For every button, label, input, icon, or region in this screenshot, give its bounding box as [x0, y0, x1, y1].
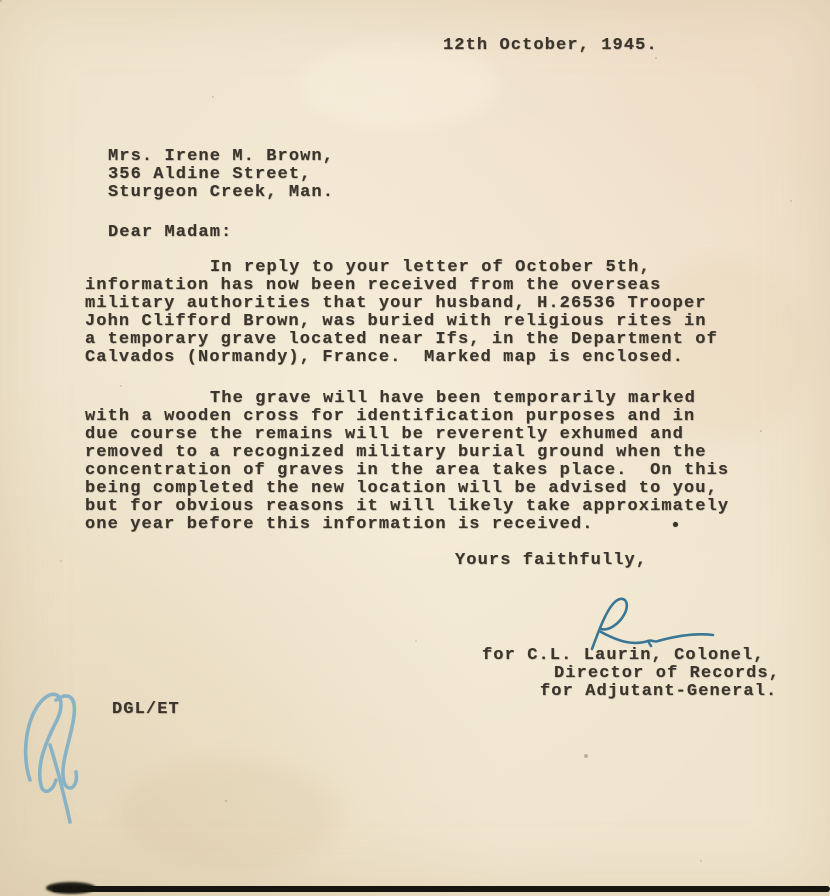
body-line: John Clifford Brown, was buried with religious rites in [85, 312, 707, 331]
signatory-role: for Adjutant-General. [540, 682, 778, 701]
salutation [108, 224, 232, 242]
blue-pencil-initials [8, 685, 98, 835]
reference-initials [112, 701, 180, 719]
body-line: In reply to your letter of October 5th, [210, 258, 651, 277]
body-line: being completed the new location will be advised to you, [85, 479, 718, 498]
body-line: one year before this information is received. [85, 515, 594, 534]
body-line: concentration of graves in the area takes place. On this [85, 461, 730, 480]
ink-spot [673, 522, 678, 527]
body-line: due course the remains will be reverently exhumed and [85, 425, 684, 444]
body-line: a temporary grave located near Ifs, in the Department of [85, 330, 718, 349]
date-line [443, 37, 658, 55]
scan-edge-bar [52, 886, 830, 892]
paragraph-1 [85, 259, 718, 367]
recipient-city: Sturgeon Creek, Man. [108, 183, 335, 202]
signatory-title: Director of Records, [554, 664, 781, 683]
body-line: information has now been received from the overseas [85, 276, 662, 295]
salutation-text: Dear Madam: [108, 223, 233, 242]
signature-block [482, 647, 780, 701]
paragraph-2 [85, 390, 729, 534]
paper-stain [120, 760, 340, 870]
body-line: removed to a recognized military burial ground when the [85, 443, 707, 462]
signatory-line: for C.L. Laurin, Colonel, [482, 646, 765, 665]
recipient-name: Mrs. Irene M. Brown, [108, 147, 335, 166]
closing [455, 552, 647, 570]
body-line: with a wooden cross for identification purposes and in [85, 407, 696, 426]
reference-initials-text: DGL/ET [112, 700, 180, 719]
body-line: military authorities that your husband, H.26536 Trooper [85, 294, 707, 313]
recipient-address [108, 148, 334, 202]
recipient-street: 356 Aldine Street, [108, 165, 312, 184]
closing-text: Yours faithfully, [455, 551, 648, 570]
body-line: but for obvious reasons it will likely take approximately [85, 497, 730, 516]
body-line: The grave will have been temporarily marked [210, 389, 696, 408]
body-line: Calvados (Normandy), France. Marked map is enclosed. [85, 348, 684, 367]
paper-specks [0, 0, 2, 2]
letter-date: 12th October, 1945. [443, 36, 658, 55]
